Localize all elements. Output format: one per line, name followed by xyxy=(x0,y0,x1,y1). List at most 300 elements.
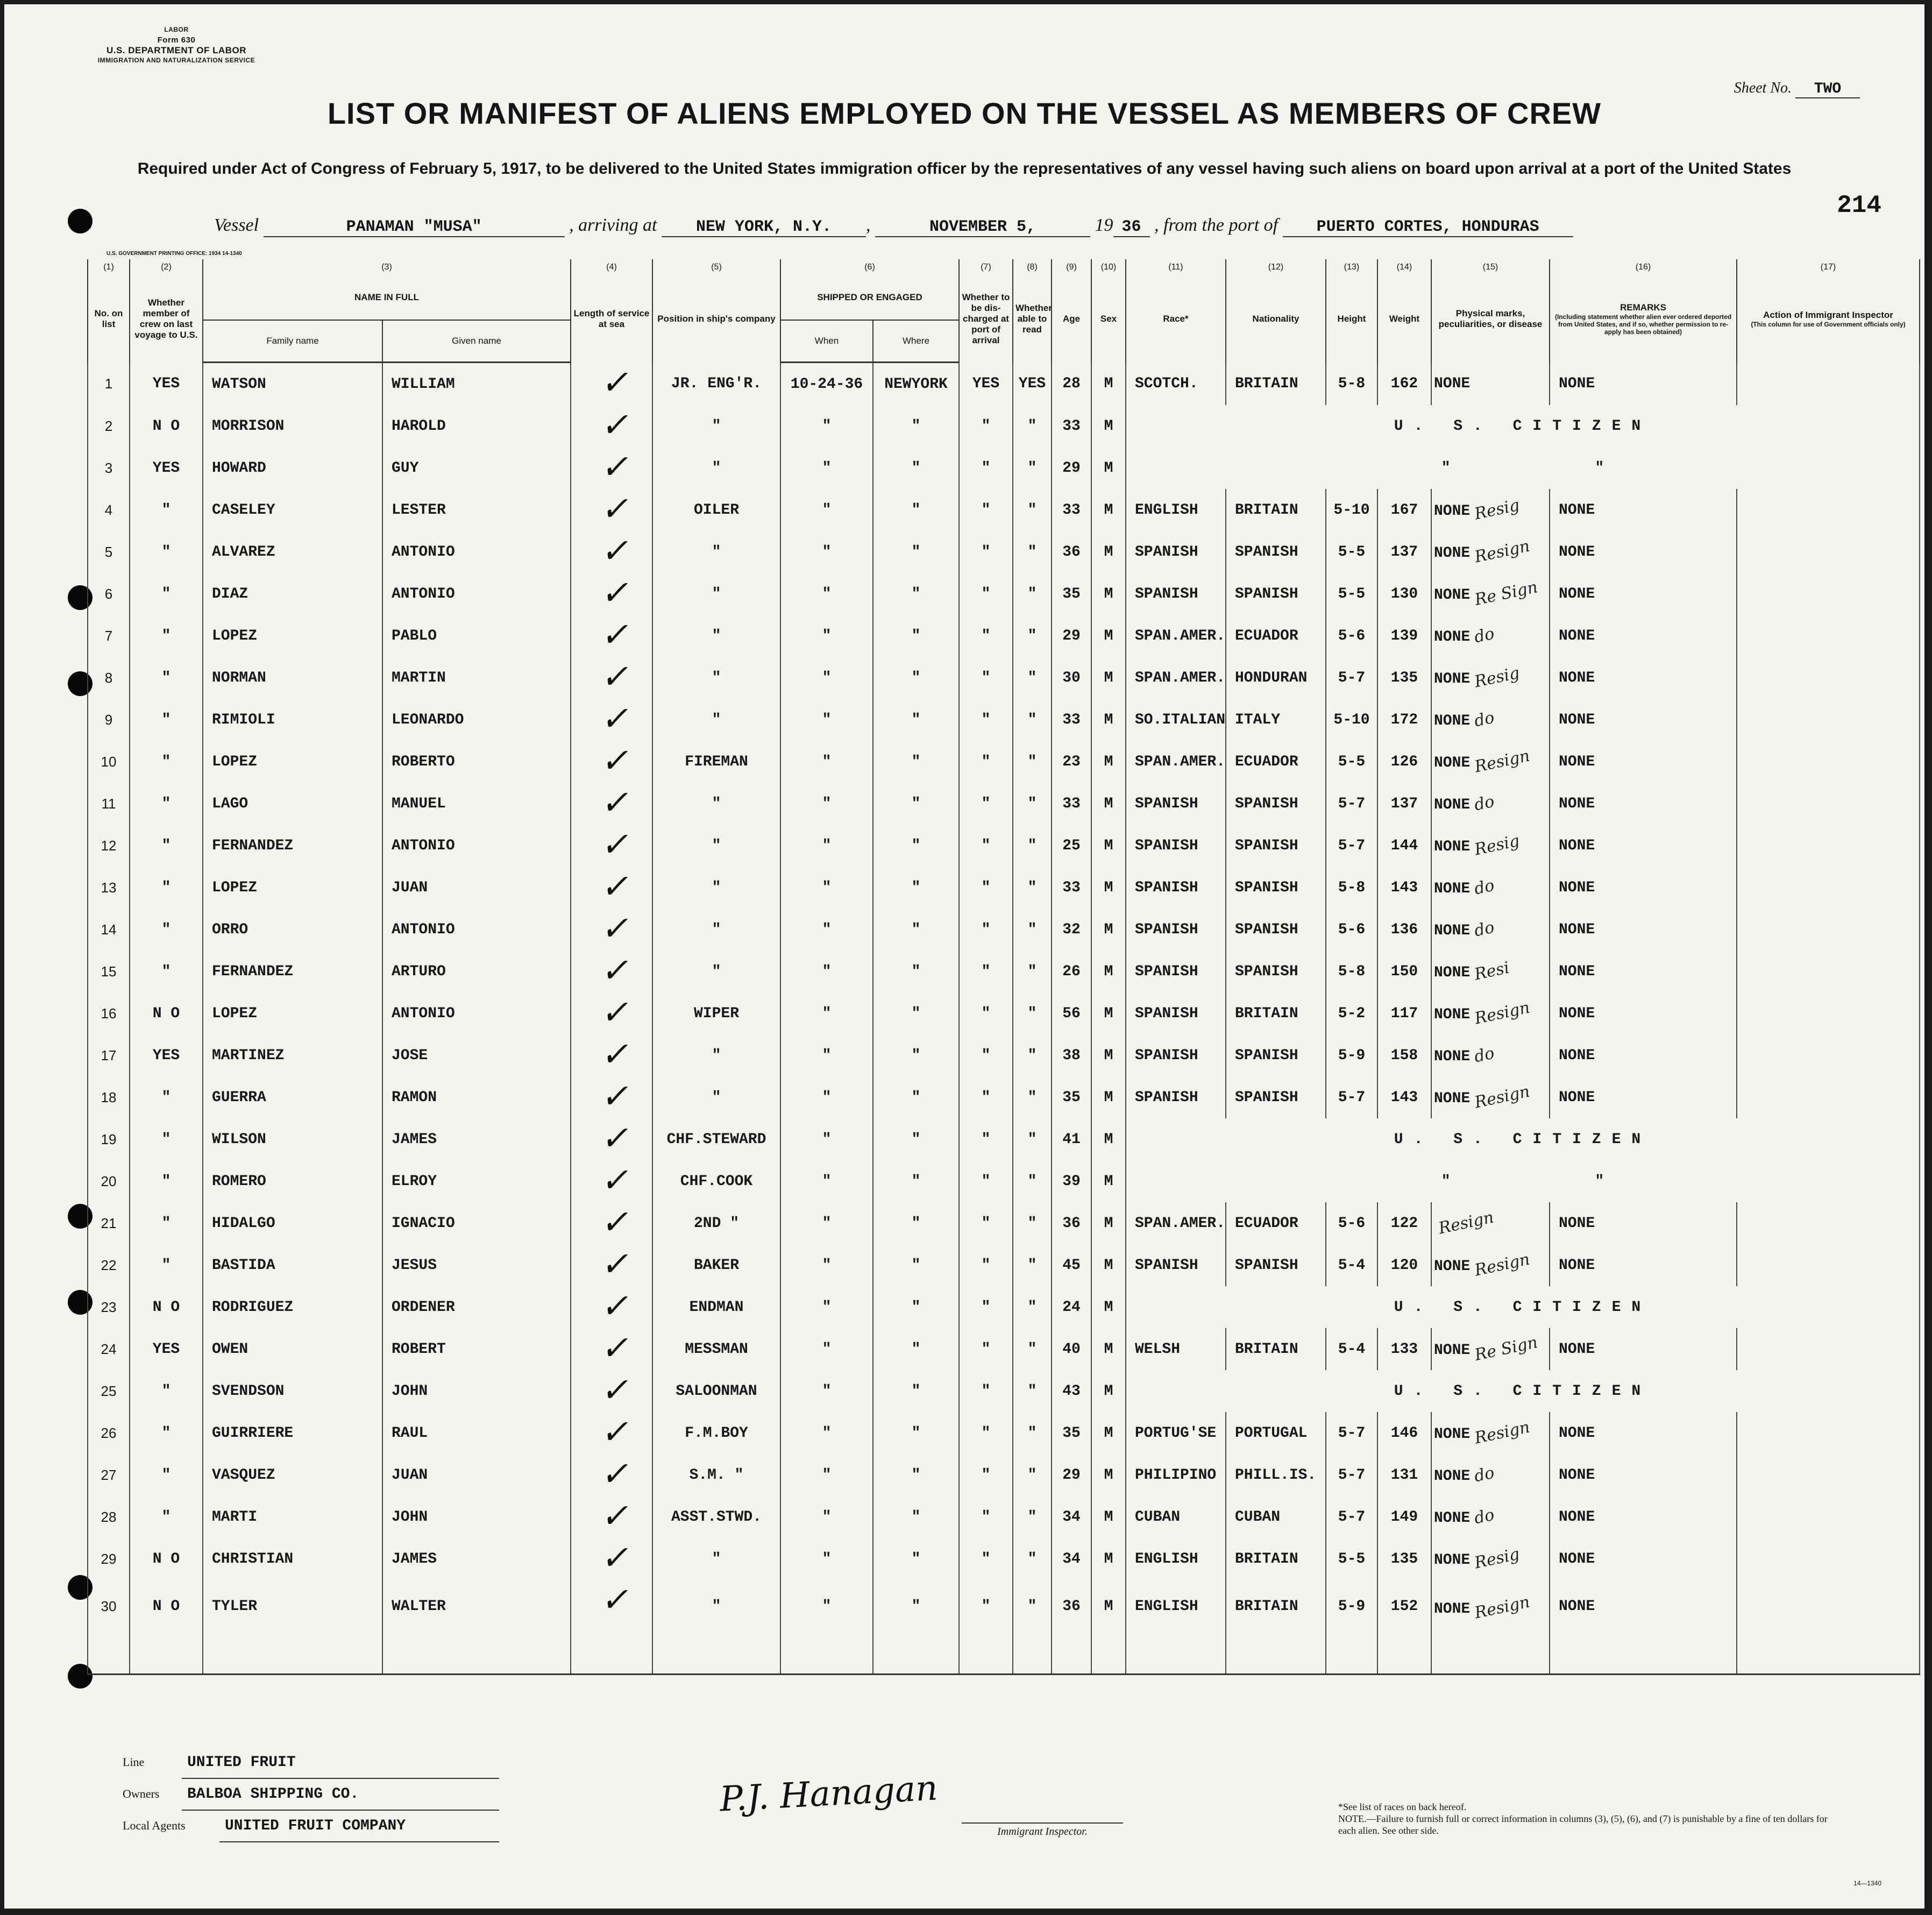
row-number: 4 xyxy=(88,489,130,531)
sex-cell: M xyxy=(1091,1496,1126,1538)
action-cell xyxy=(1737,657,1920,699)
able-to-read-cell: " xyxy=(1013,1118,1052,1160)
table-row xyxy=(88,741,1920,783)
nationality-cell: BRITAIN xyxy=(1226,992,1326,1034)
height-cell: 5-6 xyxy=(1326,615,1377,657)
position-cell: BAKER xyxy=(652,1244,780,1286)
race-cell: SPANISH xyxy=(1126,1076,1226,1118)
remarks-cell: NONE xyxy=(1550,699,1737,741)
shipped-where-cell: " xyxy=(873,1370,959,1412)
remarks-title: REMARKS xyxy=(1620,302,1666,313)
header-length-of-service: Length of service at sea xyxy=(571,275,652,363)
able-to-read-cell: " xyxy=(1013,1580,1052,1675)
header-shipped-engaged: SHIPPED OR ENGAGED xyxy=(780,275,959,320)
last-voyage-cell: " xyxy=(130,1454,203,1496)
discharged-cell: " xyxy=(959,1580,1013,1675)
length-of-service-cell xyxy=(571,867,652,909)
shipped-when-cell: " xyxy=(780,909,873,951)
remarks-cell: NONE xyxy=(1550,1202,1737,1244)
length-of-service-cell xyxy=(571,951,652,992)
nationality-cell: SPANISH xyxy=(1226,867,1326,909)
action-cell xyxy=(1737,992,1920,1034)
check-mark-icon: ✓ xyxy=(599,1538,636,1577)
handwritten-note: Resig xyxy=(1473,1544,1522,1573)
sex-cell: M xyxy=(1091,1118,1126,1160)
family-name-cell: CHRISTIAN xyxy=(203,1538,382,1580)
position-cell: S.M. " xyxy=(652,1454,780,1496)
discharged-cell: " xyxy=(959,1370,1013,1412)
table-row xyxy=(88,1118,1920,1160)
weight-cell: 137 xyxy=(1377,531,1431,573)
remarks-cell: NONE xyxy=(1550,1328,1737,1370)
physical-marks-cell xyxy=(1431,1496,1550,1538)
table-row xyxy=(88,531,1920,573)
height-cell: 5-8 xyxy=(1326,867,1377,909)
able-to-read-cell: " xyxy=(1013,405,1052,447)
last-voyage-cell: YES xyxy=(130,363,203,406)
age-cell: 25 xyxy=(1052,825,1091,867)
sex-cell: M xyxy=(1091,699,1126,741)
discharged-cell: " xyxy=(959,489,1013,531)
height-cell: 5-9 xyxy=(1326,1580,1377,1675)
action-cell xyxy=(1737,363,1920,406)
height-cell: 5-10 xyxy=(1326,699,1377,741)
check-mark-icon: ✓ xyxy=(599,1328,636,1367)
line-label: Line xyxy=(123,1755,145,1769)
shipped-where-cell: " xyxy=(873,1076,959,1118)
family-name-cell: LOPEZ xyxy=(203,615,382,657)
given-name-cell: ANTONIO xyxy=(382,992,571,1034)
remarks-cell: NONE xyxy=(1550,573,1737,615)
discharged-cell: " xyxy=(959,1286,1013,1328)
length-of-service-cell xyxy=(571,447,652,489)
family-name-cell: VASQUEZ xyxy=(203,1454,382,1496)
race-cell: ENGLISH xyxy=(1126,489,1226,531)
marks-value: NONE xyxy=(1434,1342,1471,1359)
check-mark-icon: ✓ xyxy=(599,1580,636,1619)
row-number: 20 xyxy=(88,1160,130,1202)
physical-marks-cell xyxy=(1431,867,1550,909)
row-number: 16 xyxy=(88,992,130,1034)
able-to-read-cell: " xyxy=(1013,657,1052,699)
table-row xyxy=(88,489,1920,531)
length-of-service-cell xyxy=(571,405,652,447)
handwritten-note: Resign xyxy=(1437,1208,1496,1238)
given-name-cell: WILLIAM xyxy=(382,363,571,406)
nationality-cell: PORTUGAL xyxy=(1226,1412,1326,1454)
age-cell: 29 xyxy=(1052,615,1091,657)
handwritten-note: Resign xyxy=(1473,746,1532,777)
age-cell: 33 xyxy=(1052,405,1091,447)
sex-cell: M xyxy=(1091,1202,1126,1244)
sex-cell: M xyxy=(1091,531,1126,573)
length-of-service-cell xyxy=(571,1244,652,1286)
shipped-when-cell: " xyxy=(780,615,873,657)
discharged-cell: " xyxy=(959,783,1013,825)
action-cell xyxy=(1737,909,1920,951)
handwritten-note: Resign xyxy=(1473,1417,1532,1448)
weight-cell: 143 xyxy=(1377,867,1431,909)
handwritten-note: do xyxy=(1472,624,1496,647)
able-to-read-cell: " xyxy=(1013,1412,1052,1454)
shipped-when-cell: " xyxy=(780,573,873,615)
shipped-when-cell: " xyxy=(780,1580,873,1675)
family-name-cell: TYLER xyxy=(203,1580,382,1675)
position-cell: " xyxy=(652,573,780,615)
shipped-where-cell: " xyxy=(873,699,959,741)
row-number: 28 xyxy=(88,1496,130,1538)
header-where: Where xyxy=(873,320,959,363)
given-name-cell: MANUEL xyxy=(382,783,571,825)
sex-cell: M xyxy=(1091,825,1126,867)
col-num: (6) xyxy=(780,259,959,275)
weight-cell: 136 xyxy=(1377,909,1431,951)
able-to-read-cell: " xyxy=(1013,699,1052,741)
discharged-cell: " xyxy=(959,615,1013,657)
given-name-cell: JOSE xyxy=(382,1034,571,1076)
given-name-cell: IGNACIO xyxy=(382,1202,571,1244)
given-name-cell: WALTER xyxy=(382,1580,571,1675)
form-code: 14—1340 xyxy=(1853,1879,1881,1887)
age-cell: 33 xyxy=(1052,489,1091,531)
weight-cell: 149 xyxy=(1377,1496,1431,1538)
shipped-when-cell: " xyxy=(780,1412,873,1454)
remarks-cell: NONE xyxy=(1550,1034,1737,1076)
family-name-cell: ORRO xyxy=(203,909,382,951)
col-num: (9) xyxy=(1052,259,1091,275)
action-cell xyxy=(1737,699,1920,741)
handwritten-note: do xyxy=(1472,708,1496,731)
able-to-read-cell: " xyxy=(1013,1496,1052,1538)
length-of-service-cell xyxy=(571,783,652,825)
family-name-cell: WILSON xyxy=(203,1118,382,1160)
nationality-cell: ECUADOR xyxy=(1226,615,1326,657)
action-cell xyxy=(1737,1202,1920,1244)
discharged-cell: " xyxy=(959,1202,1013,1244)
nationality-cell: SPANISH xyxy=(1226,783,1326,825)
table-row xyxy=(88,1202,1920,1244)
arrival-port: NEW YORK, N.Y. xyxy=(662,218,866,237)
row-number: 19 xyxy=(88,1118,130,1160)
shipped-when-cell: " xyxy=(780,1286,873,1328)
check-mark-icon: ✓ xyxy=(599,405,636,444)
position-cell: " xyxy=(652,1034,780,1076)
sex-cell: M xyxy=(1091,1454,1126,1496)
header-age: Age xyxy=(1052,275,1091,363)
handwritten-note: Resig xyxy=(1473,663,1522,692)
check-mark-icon: ✓ xyxy=(599,1160,636,1200)
discharged-cell: " xyxy=(959,992,1013,1034)
shipped-where-cell: " xyxy=(873,489,959,531)
marks-value: NONE xyxy=(1434,839,1471,855)
shipped-where-cell: " xyxy=(873,531,959,573)
table-row xyxy=(88,1370,1920,1412)
shipped-where-cell: " xyxy=(873,615,959,657)
vessel-name: PANAMAN "MUSA" xyxy=(264,218,565,237)
shipped-where-cell: " xyxy=(873,657,959,699)
age-cell: 56 xyxy=(1052,992,1091,1034)
given-name-cell: LEONARDO xyxy=(382,699,571,741)
table-row xyxy=(88,1412,1920,1454)
weight-cell: 133 xyxy=(1377,1328,1431,1370)
family-name-cell: WATSON xyxy=(203,363,382,406)
height-cell: 5-2 xyxy=(1326,992,1377,1034)
check-mark-icon: ✓ xyxy=(599,825,636,864)
length-of-service-cell xyxy=(571,992,652,1034)
check-mark-icon: ✓ xyxy=(599,909,636,948)
length-of-service-cell xyxy=(571,489,652,531)
given-name-cell: JESUS xyxy=(382,1244,571,1286)
age-cell: 35 xyxy=(1052,1076,1091,1118)
remarks-cell: NONE xyxy=(1550,657,1737,699)
weight-cell: 158 xyxy=(1377,1034,1431,1076)
discharged-cell: " xyxy=(959,1538,1013,1580)
check-mark-icon: ✓ xyxy=(599,657,636,696)
from-label: , from the port of xyxy=(1154,215,1278,235)
shipped-where-cell: " xyxy=(873,1538,959,1580)
col-num: (13) xyxy=(1326,259,1377,275)
length-of-service-cell xyxy=(571,1034,652,1076)
family-name-cell: GUERRA xyxy=(203,1076,382,1118)
table-row xyxy=(88,1034,1920,1076)
check-mark-icon: ✓ xyxy=(599,1076,636,1116)
last-voyage-cell: N O xyxy=(130,1538,203,1580)
given-name-cell: MARTIN xyxy=(382,657,571,699)
inspector-label: Immigrant Inspector. xyxy=(962,1822,1123,1838)
family-name-cell: RIMIOLI xyxy=(203,699,382,741)
remarks-cell: NONE xyxy=(1550,741,1737,783)
action-cell xyxy=(1737,741,1920,783)
marks-value: NONE xyxy=(1434,713,1471,729)
able-to-read-cell: " xyxy=(1013,741,1052,783)
sex-cell: M xyxy=(1091,1328,1126,1370)
table-row xyxy=(88,867,1920,909)
length-of-service-cell xyxy=(571,825,652,867)
handwritten-note: Resi xyxy=(1473,958,1511,984)
height-cell: 5-7 xyxy=(1326,783,1377,825)
length-of-service-cell xyxy=(571,1412,652,1454)
discharged-cell: " xyxy=(959,405,1013,447)
race-cell: PORTUG'SE xyxy=(1126,1412,1226,1454)
physical-marks-cell xyxy=(1431,1412,1550,1454)
department-name: U.S. DEPARTMENT OF LABOR xyxy=(106,45,247,55)
given-name-cell: JAMES xyxy=(382,1538,571,1580)
height-cell: 5-5 xyxy=(1326,531,1377,573)
marks-value: NONE xyxy=(1434,1258,1471,1275)
shipped-when-cell: " xyxy=(780,447,873,489)
shipped-when-cell: " xyxy=(780,1538,873,1580)
length-of-service-cell xyxy=(571,363,652,406)
action-cell xyxy=(1737,615,1920,657)
age-cell: 34 xyxy=(1052,1538,1091,1580)
department-stamp: LABOR xyxy=(164,26,189,33)
family-name-cell: MORRISON xyxy=(203,405,382,447)
race-cell: SPANISH xyxy=(1126,951,1226,992)
weight-cell: 162 xyxy=(1377,363,1431,406)
shipped-when-cell: " xyxy=(780,405,873,447)
given-name-cell: ELROY xyxy=(382,1160,571,1202)
last-voyage-cell: " xyxy=(130,1202,203,1244)
weight-cell: 146 xyxy=(1377,1412,1431,1454)
race-cell: SPANISH xyxy=(1126,1244,1226,1286)
last-voyage-cell: " xyxy=(130,699,203,741)
sex-cell: M xyxy=(1091,615,1126,657)
last-voyage-cell: " xyxy=(130,741,203,783)
weight-cell: 139 xyxy=(1377,615,1431,657)
given-name-cell: JOHN xyxy=(382,1370,571,1412)
vessel-line: Vessel PANAMAN "MUSA" , arriving at NEW YORK, N.Y. , NOVEMBER 5, 19 36 , from the port of PUERTO CORTES, HONDURAS xyxy=(214,215,1573,237)
able-to-read-cell: " xyxy=(1013,1370,1052,1412)
agents-value: UNITED FRUIT COMPANY xyxy=(219,1811,499,1842)
family-name-cell: FERNANDEZ xyxy=(203,951,382,992)
length-of-service-cell xyxy=(571,1370,652,1412)
col-num: (8) xyxy=(1013,259,1052,275)
physical-marks-cell xyxy=(1431,825,1550,867)
discharged-cell: " xyxy=(959,447,1013,489)
height-cell: 5-10 xyxy=(1326,489,1377,531)
row-number: 18 xyxy=(88,1076,130,1118)
remarks-cell: NONE xyxy=(1550,825,1737,867)
header-action xyxy=(1737,275,1920,363)
row-number: 11 xyxy=(88,783,130,825)
race-cell: SPANISH xyxy=(1126,531,1226,573)
given-name-cell: JUAN xyxy=(382,867,571,909)
action-note: (This column for use of Government officials only) xyxy=(1751,320,1906,328)
last-voyage-cell: " xyxy=(130,783,203,825)
last-voyage-cell: YES xyxy=(130,1034,203,1076)
length-of-service-cell xyxy=(571,1202,652,1244)
header-nationality: Nationality xyxy=(1226,275,1326,363)
physical-marks-cell xyxy=(1431,1034,1550,1076)
table-row xyxy=(88,657,1920,699)
height-cell: 5-5 xyxy=(1326,741,1377,783)
sheet-value: TWO xyxy=(1795,81,1860,98)
table-row xyxy=(88,992,1920,1034)
table-row xyxy=(88,615,1920,657)
row-number: 27 xyxy=(88,1454,130,1496)
action-cell xyxy=(1737,867,1920,909)
length-of-service-cell xyxy=(571,615,652,657)
physical-marks-cell xyxy=(1431,909,1550,951)
marks-value: NONE xyxy=(1434,1048,1471,1065)
physical-marks-cell xyxy=(1431,741,1550,783)
weight-cell: 172 xyxy=(1377,699,1431,741)
physical-marks-cell xyxy=(1431,951,1550,992)
check-mark-icon: ✓ xyxy=(599,1034,636,1074)
family-name-cell: RODRIGUEZ xyxy=(203,1286,382,1328)
height-cell: 5-7 xyxy=(1326,657,1377,699)
owners-label: Owners xyxy=(123,1787,160,1800)
marks-value: NONE xyxy=(1434,881,1471,897)
physical-marks-cell xyxy=(1431,573,1550,615)
row-number: 26 xyxy=(88,1412,130,1454)
shipped-where-cell: " xyxy=(873,405,959,447)
row-number: 3 xyxy=(88,447,130,489)
length-of-service-cell xyxy=(571,1328,652,1370)
header-name-in-full: NAME IN FULL xyxy=(203,275,571,320)
action-cell xyxy=(1737,573,1920,615)
weight-cell: 150 xyxy=(1377,951,1431,992)
remarks-note: (Including statement whether alien ever ordered deported from United States, and if so, whether permission to re-apply has been obtained) xyxy=(1554,313,1732,336)
check-mark-icon: ✓ xyxy=(599,447,636,486)
sex-cell: M xyxy=(1091,951,1126,992)
race-cell: SPAN.AMER. xyxy=(1126,615,1226,657)
shipped-when-cell: " xyxy=(780,1202,873,1244)
shipped-where-cell: " xyxy=(873,1580,959,1675)
marks-value: NONE xyxy=(1434,1510,1471,1527)
given-name-cell: RAUL xyxy=(382,1412,571,1454)
row-number: 6 xyxy=(88,573,130,615)
header-row xyxy=(88,275,1920,320)
row-number: 13 xyxy=(88,867,130,909)
height-cell: 5-7 xyxy=(1326,1076,1377,1118)
weight-cell: 137 xyxy=(1377,783,1431,825)
sex-cell: M xyxy=(1091,867,1126,909)
shipped-where-cell: " xyxy=(873,447,959,489)
last-voyage-cell: YES xyxy=(130,447,203,489)
length-of-service-cell xyxy=(571,1076,652,1118)
age-cell: 35 xyxy=(1052,1412,1091,1454)
inspector-signature: P.J. Hanagan xyxy=(719,1768,939,1820)
sex-cell: M xyxy=(1091,992,1126,1034)
family-name-cell: HIDALGO xyxy=(203,1202,382,1244)
length-of-service-cell xyxy=(571,573,652,615)
race-cell: SPANISH xyxy=(1126,992,1226,1034)
shipped-when-cell: " xyxy=(780,783,873,825)
sex-cell: M xyxy=(1091,741,1126,783)
age-cell: 29 xyxy=(1052,1454,1091,1496)
family-name-cell: ALVAREZ xyxy=(203,531,382,573)
shipped-where-cell: " xyxy=(873,1118,959,1160)
physical-marks-cell xyxy=(1431,489,1550,531)
shipped-when-cell: " xyxy=(780,1496,873,1538)
position-cell: " xyxy=(652,1580,780,1675)
row-number: 2 xyxy=(88,405,130,447)
handwritten-note: do xyxy=(1472,918,1496,941)
race-cell: PHILIPINO xyxy=(1126,1454,1226,1496)
nationality-cell: ECUADOR xyxy=(1226,1202,1326,1244)
shipped-when-cell: " xyxy=(780,825,873,867)
position-cell: " xyxy=(652,1538,780,1580)
shipped-where-cell: " xyxy=(873,951,959,992)
row-number: 10 xyxy=(88,741,130,783)
given-name-cell: ARTURO xyxy=(382,951,571,992)
shipped-where-cell: " xyxy=(873,573,959,615)
discharged-cell: YES xyxy=(959,363,1013,406)
remarks-cell: NONE xyxy=(1550,783,1737,825)
sex-cell: M xyxy=(1091,405,1126,447)
nationality-cell: SPANISH xyxy=(1226,573,1326,615)
position-cell: " xyxy=(652,1076,780,1118)
sex-cell: M xyxy=(1091,363,1126,406)
position-cell: " xyxy=(652,699,780,741)
action-cell xyxy=(1737,1328,1920,1370)
shipped-where-cell: " xyxy=(873,1328,959,1370)
shipped-when-cell: " xyxy=(780,1160,873,1202)
row-number: 30 xyxy=(88,1580,130,1675)
remarks-cell: NONE xyxy=(1550,615,1737,657)
nationality-cell: SPANISH xyxy=(1226,951,1326,992)
nationality-cell: SPANISH xyxy=(1226,825,1326,867)
race-cell: ENGLISH xyxy=(1126,1538,1226,1580)
nationality-cell: BRITAIN xyxy=(1226,1580,1326,1675)
action-cell xyxy=(1737,1034,1920,1076)
row-number: 5 xyxy=(88,531,130,573)
col-num: (5) xyxy=(652,259,780,275)
position-cell: " xyxy=(652,783,780,825)
nationality-cell: SPANISH xyxy=(1226,531,1326,573)
last-voyage-cell: " xyxy=(130,825,203,867)
